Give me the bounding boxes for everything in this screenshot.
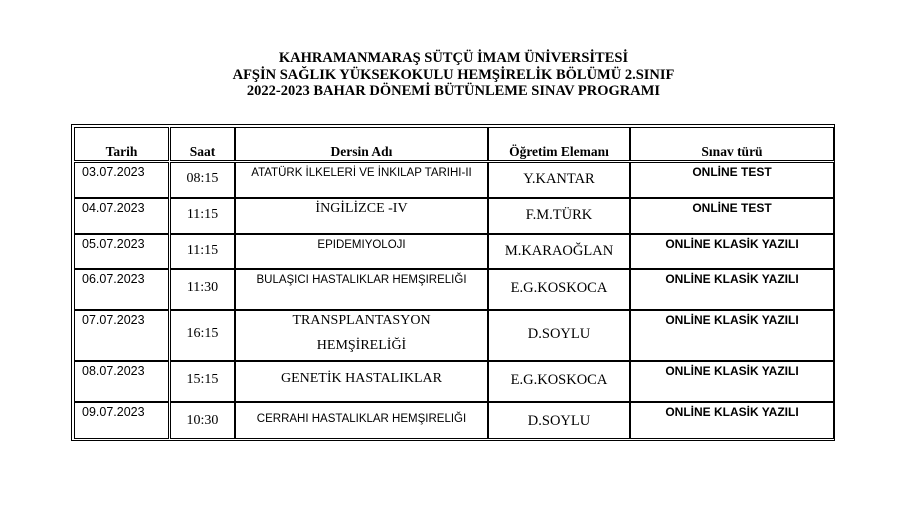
table-row-course: ATATÜRK İLKELERİ VE İNKILAP TARIHI-II [235,162,488,198]
table-row-date: 07.07.2023 [74,310,169,361]
department-name: AFŞİN SAĞLIK YÜKSEKOKULU HEMŞİRELİK BÖLÜMÜ 2.SINIF [232,66,675,83]
table-row-instructor: Y.KANTAR [488,162,630,198]
table-row-course: BULAŞICI HASTALIKLAR HEMŞIRELIĞI [235,269,488,310]
table-row-time: 08:15 [170,162,235,198]
table-row-instructor: M.KARAOĞLAN [488,234,630,269]
table-row-time: 11:30 [170,269,235,310]
column-header-exam-type: Sınav türü [630,127,834,161]
table-row-exam-type: ONLİNE KLASİK YAZILI [630,402,834,439]
table-row-exam-type: ONLİNE KLASİK YAZILI [630,234,834,269]
table-row-instructor: D.SOYLU [488,310,630,361]
table-row-course: CERRAHI HASTALIKLAR HEMŞIRELIĞI [235,402,488,439]
table-row-date: 09.07.2023 [74,402,169,439]
table-row-exam-type: ONLİNE KLASİK YAZILI [630,269,834,310]
table-row-time: 16:15 [170,310,235,361]
column-header-time: Saat [170,127,235,161]
table-row-exam-type: ONLİNE TEST [630,198,834,234]
table-row-course: GENETİK HASTALIKLAR [235,361,488,402]
column-header-course: Dersin Adı [235,127,488,161]
table-row-instructor: E.G.KOSKOCA [488,361,630,402]
table-row-course: İNGİLİZCE -IV [235,198,488,234]
table-row-date: 08.07.2023 [74,361,169,402]
column-header-instructor: Öğretim Elemanı [488,127,630,161]
table-row-date: 06.07.2023 [74,269,169,310]
exam-schedule-table [71,124,835,441]
table-row-date: 03.07.2023 [74,162,169,198]
document-header [0,50,907,100]
table-row-time: 11:15 [170,198,235,234]
table-row-date: 05.07.2023 [74,234,169,269]
table-row-exam-type: ONLİNE TEST [630,162,834,198]
university-name: KAHRAMANMARAŞ SÜTÇÜ İMAM ÜNİVERSİTESİ [278,50,629,66]
table-row-time: 11:15 [170,234,235,269]
table-row-instructor: E.G.KOSKOCA [488,269,630,310]
table-row-exam-type: ONLİNE KLASİK YAZILI [630,310,834,361]
table-row-course: EPIDEMIYOLOJI [235,234,488,269]
table-row-time: 10:30 [170,402,235,439]
table-row-time: 15:15 [170,361,235,402]
table-row-instructor: F.M.TÜRK [488,198,630,234]
table-row-date: 04.07.2023 [74,198,169,234]
column-header-date: Tarih [74,127,169,161]
table-row-instructor: D.SOYLU [488,402,630,439]
program-title: 2022-2023 BAHAR DÖNEMİ BÜTÜNLEME SINAV PROGRAMI [246,83,661,99]
table-row-course: TRANSPLANTASYON HEMŞİRELİĞİ [235,310,488,361]
table-row-exam-type: ONLİNE KLASİK YAZILI [630,361,834,402]
